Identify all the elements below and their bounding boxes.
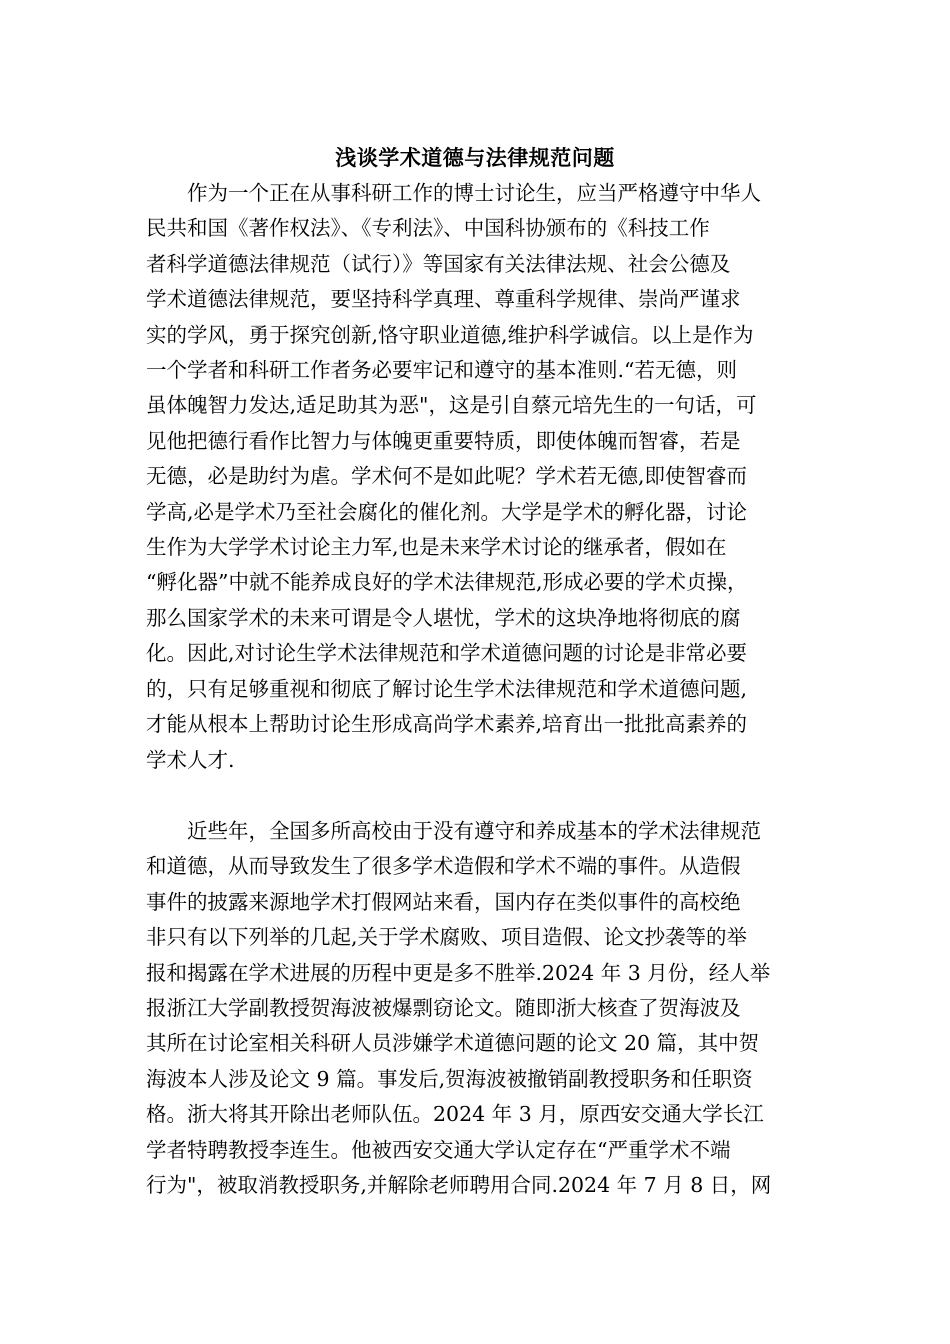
text-line: 见他把德行看作比智力与体魄更重要特质，即使体魄而智睿，若是 [146, 428, 741, 453]
text-line: 非只有以下列举的几起,关于学术腐败、项目造假、论文抄袭等的举 [146, 925, 748, 950]
text-line: 学者特聘教授李连生。他被西安交通大学认定存在“严重学术不端 [146, 1137, 731, 1162]
text-line: 一个学者和科研工作者务必要牢记和遵守的基本准则.“若无德，则 [146, 358, 737, 383]
text-line: 报和揭露在学术进展的历程中更是多不胜举.2024 年 3 月份，经人举 [146, 960, 771, 985]
text-line: 实的学风，勇于探究创新,恪守职业道德,维护科学诚信。以上是作为 [146, 322, 754, 347]
text-line: “孵化器”中就不能养成良好的学术法律规范,形成必要的学术贞操， [146, 570, 748, 595]
text-line: 其所在讨论室相关科研人员涉嫌学术道德问题的论文 20 篇，其中贺 [146, 1031, 760, 1056]
text-line: 虽体魄智力发达,适足助其为恶"，这是引自蔡元培先生的一句话，可 [146, 393, 757, 418]
text-line: 事件的披露来源地学术打假网站来看，国内存在类似事件的高校绝 [146, 889, 741, 914]
text-line: 无德，必是助纣为虐。学术何不是如此呢？学术若无德,即使智睿而 [146, 464, 748, 489]
text-line: 的，只有足够重视和彻底了解讨论生学术法律规范和学术道德问题, [146, 676, 748, 701]
text-line: 行为"，被取消教授职务,并解除老师聘用合同.2024 年 7 月 8 日，网 [146, 1173, 772, 1198]
text-line: 和道德，从而导致发生了很多学术造假和学术不端的事件。从造假 [146, 854, 741, 879]
text-line: 化。因此,对讨论生学术法律规范和学术道德问题的讨论是非常必要 [146, 641, 748, 666]
text-line: 那么国家学术的未来可谓是令人堪忧，学术的这块净地将彻底的腐 [146, 605, 741, 630]
text-line: 报浙江大学副教授贺海波被爆剽窃论文。随即浙大核查了贺海波及 [146, 996, 741, 1021]
text-line: 学术人才. [146, 747, 235, 772]
paragraph-1 [146, 176, 806, 778]
text-line: 近些年，全国多所高校由于没有遵守和养成基本的学术法律规范 [187, 819, 761, 843]
document-title: 浅谈学术道德与法律规范问题 [335, 145, 615, 170]
text-line: 者科学道德法律规范（试行）》等国家有关法律法规、社会公德及 [146, 251, 731, 276]
text-line: 海波本人涉及论文 9 篇。事发后,贺海波被撤销副教授职务和任职资 [146, 1066, 753, 1091]
text-line: 才能从根本上帮助讨论生形成高尚学术素养,培育出一批批高素养的 [146, 712, 748, 737]
text-line: 生作为大学学术讨论主力军,也是未来学术讨论的继承者，假如在 [146, 535, 727, 560]
text-line: 民共和国《著作权法》、《专利法》、中国科协颁布的《科技工作 [146, 216, 710, 241]
text-line: 格。浙大将其开除出老师队伍。2024 年 3 月，原西安交通大学长江 [146, 1102, 764, 1127]
text-line: 作为一个正在从事科研工作的博士讨论生，应当严格遵守中华人 [187, 181, 761, 205]
text-line: 学术道德法律规范，要坚持科学真理、尊重科学规律、崇尚严谨求 [146, 287, 741, 312]
text-line: 学高,必是学术乃至社会腐化的催化剂。大学是学术的孵化器，讨论 [146, 499, 748, 524]
paragraph-2 [146, 814, 806, 1203]
